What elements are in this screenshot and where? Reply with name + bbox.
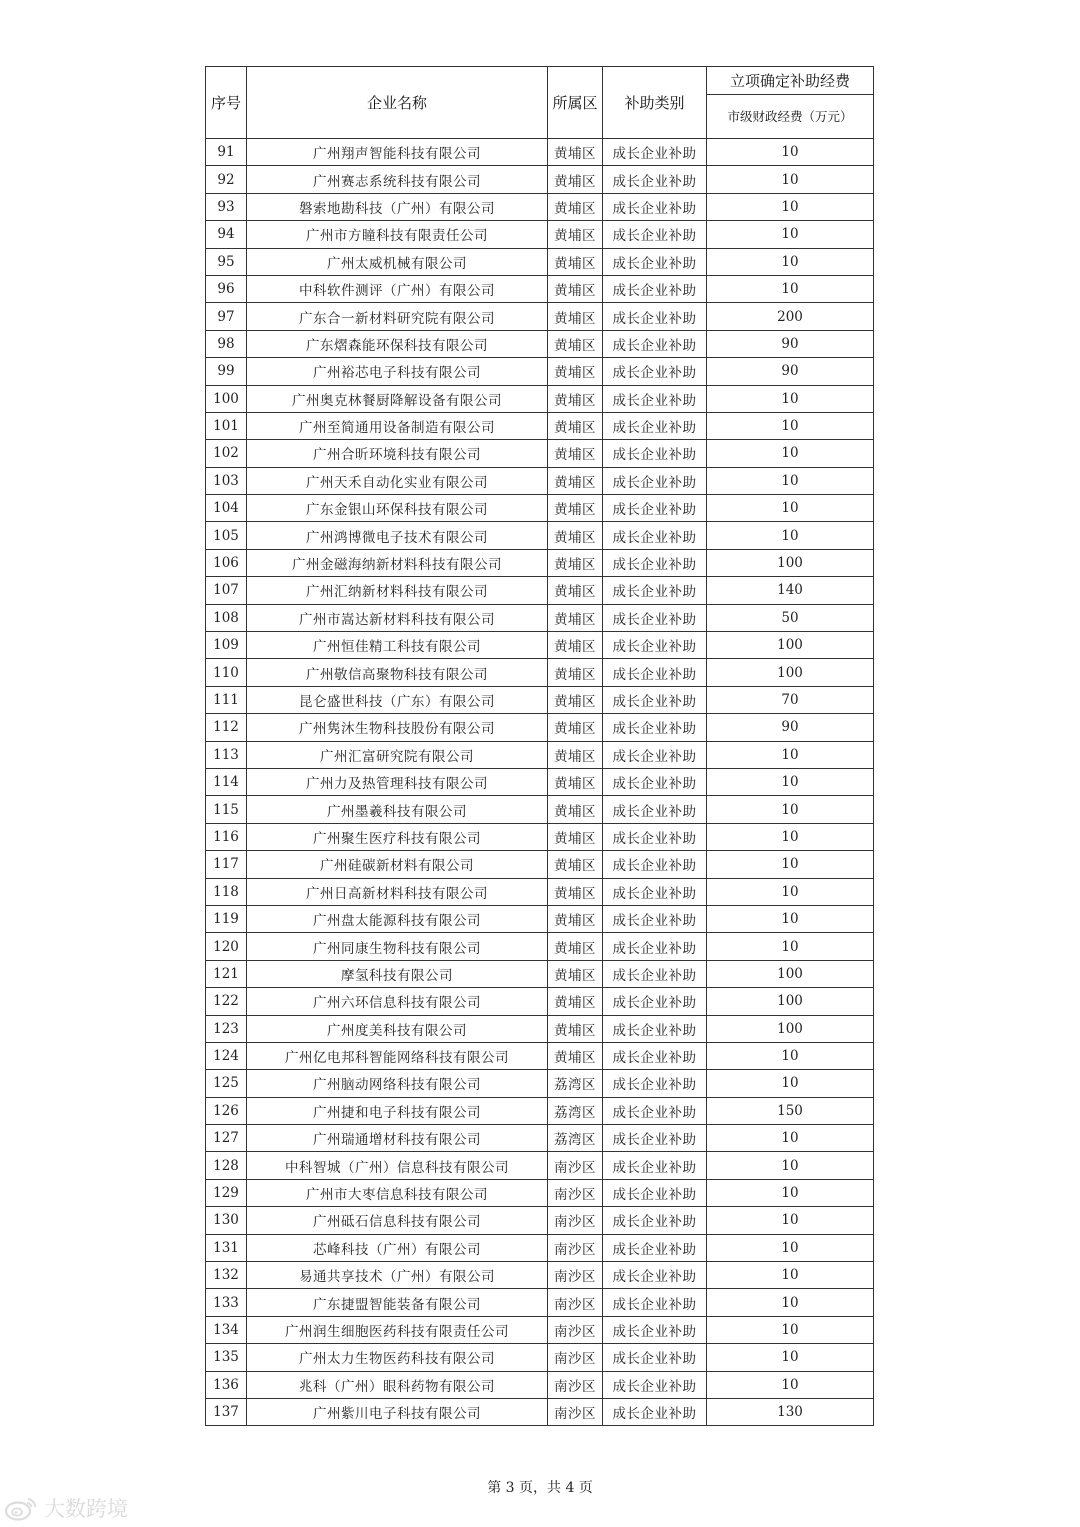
cell-subsidy-type: 成长企业补助 bbox=[603, 1234, 707, 1261]
cell-district: 南沙区 bbox=[548, 1234, 603, 1261]
table-row bbox=[206, 1262, 874, 1289]
cell-amount: 10 bbox=[707, 1125, 874, 1152]
cell-index: 100 bbox=[206, 385, 247, 412]
cell-subsidy-type: 成长企业补助 bbox=[603, 1097, 707, 1124]
cell-company: 中科软件测评（广州）有限公司 bbox=[247, 275, 548, 302]
cell-company: 广州六环信息科技有限公司 bbox=[247, 988, 548, 1015]
cell-subsidy-type: 成长企业补助 bbox=[603, 1344, 707, 1371]
cell-district: 荔湾区 bbox=[548, 1097, 603, 1124]
cell-subsidy-type: 成长企业补助 bbox=[603, 1289, 707, 1316]
cell-company: 广州隽沐生物科技股份有限公司 bbox=[247, 714, 548, 741]
cell-district: 南沙区 bbox=[548, 1207, 603, 1234]
cell-company: 广州润生细胞医药科技有限责任公司 bbox=[247, 1316, 548, 1343]
cell-district: 黄埔区 bbox=[548, 878, 603, 905]
cell-district: 黄埔区 bbox=[548, 714, 603, 741]
cell-subsidy-type: 成长企业补助 bbox=[603, 1316, 707, 1343]
cell-district: 黄埔区 bbox=[548, 358, 603, 385]
cell-index: 111 bbox=[206, 686, 247, 713]
table-row bbox=[206, 1042, 874, 1069]
cell-district: 黄埔区 bbox=[548, 303, 603, 330]
cell-district: 南沙区 bbox=[548, 1289, 603, 1316]
cell-index: 124 bbox=[206, 1042, 247, 1069]
table-row bbox=[206, 1152, 874, 1179]
cell-amount: 10 bbox=[707, 768, 874, 795]
table-row bbox=[206, 467, 874, 494]
cell-amount: 10 bbox=[707, 275, 874, 302]
cell-subsidy-type: 成长企业补助 bbox=[603, 714, 707, 741]
cell-company: 芯峰科技（广州）有限公司 bbox=[247, 1234, 548, 1261]
table-row bbox=[206, 960, 874, 987]
cell-district: 黄埔区 bbox=[548, 768, 603, 795]
cell-company: 广州恒佳精工科技有限公司 bbox=[247, 632, 548, 659]
table-row bbox=[206, 1125, 874, 1152]
cell-amount: 10 bbox=[707, 1344, 874, 1371]
cell-amount: 10 bbox=[707, 1234, 874, 1261]
cell-index: 129 bbox=[206, 1179, 247, 1206]
table-row bbox=[206, 221, 874, 248]
cell-subsidy-type: 成长企业补助 bbox=[603, 221, 707, 248]
table-row bbox=[206, 1344, 874, 1371]
table-row bbox=[206, 193, 874, 220]
cell-company: 广州力及热管理科技有限公司 bbox=[247, 768, 548, 795]
table-row bbox=[206, 823, 874, 850]
cell-district: 黄埔区 bbox=[548, 440, 603, 467]
cell-district: 荔湾区 bbox=[548, 1070, 603, 1097]
cell-district: 黄埔区 bbox=[548, 275, 603, 302]
cell-amount: 10 bbox=[707, 933, 874, 960]
cell-index: 91 bbox=[206, 139, 247, 166]
cell-company: 摩氢科技有限公司 bbox=[247, 960, 548, 987]
cell-amount: 10 bbox=[707, 495, 874, 522]
cell-company: 易通共享技术（广州）有限公司 bbox=[247, 1262, 548, 1289]
table-row bbox=[206, 1371, 874, 1398]
table-row bbox=[206, 1015, 874, 1042]
cell-subsidy-type: 成长企业补助 bbox=[603, 823, 707, 850]
cell-amount: 10 bbox=[707, 166, 874, 193]
cell-company: 广州汇纳新材料科技有限公司 bbox=[247, 577, 548, 604]
cell-district: 黄埔区 bbox=[548, 330, 603, 357]
cell-subsidy-type: 成长企业补助 bbox=[603, 1207, 707, 1234]
cell-amount: 10 bbox=[707, 1070, 874, 1097]
table-row bbox=[206, 768, 874, 795]
cell-amount: 10 bbox=[707, 221, 874, 248]
cell-index: 113 bbox=[206, 741, 247, 768]
cell-amount: 10 bbox=[707, 193, 874, 220]
cell-index: 137 bbox=[206, 1398, 247, 1425]
cell-index: 102 bbox=[206, 440, 247, 467]
cell-district: 黄埔区 bbox=[548, 659, 603, 686]
cell-subsidy-type: 成长企业补助 bbox=[603, 412, 707, 439]
cell-company: 广州亿电邦科智能网络科技有限公司 bbox=[247, 1042, 548, 1069]
cell-district: 黄埔区 bbox=[548, 960, 603, 987]
cell-company: 中科智城（广州）信息科技有限公司 bbox=[247, 1152, 548, 1179]
cell-district: 黄埔区 bbox=[548, 796, 603, 823]
page-number: 第 3 页，共 4 页 bbox=[487, 1480, 593, 1496]
cell-subsidy-type: 成长企业补助 bbox=[603, 796, 707, 823]
cell-index: 134 bbox=[206, 1316, 247, 1343]
cell-company: 广州同康生物科技有限公司 bbox=[247, 933, 548, 960]
cell-company: 磐索地勘科技（广州）有限公司 bbox=[247, 193, 548, 220]
cell-subsidy-type: 成长企业补助 bbox=[603, 851, 707, 878]
table-row bbox=[206, 1234, 874, 1261]
cell-index: 104 bbox=[206, 495, 247, 522]
cell-company: 广州汇富研究院有限公司 bbox=[247, 741, 548, 768]
cell-subsidy-type: 成长企业补助 bbox=[603, 741, 707, 768]
cell-subsidy-type: 成长企业补助 bbox=[603, 1262, 707, 1289]
cell-subsidy-type: 成长企业补助 bbox=[603, 1042, 707, 1069]
cell-subsidy-type: 成长企业补助 bbox=[603, 1179, 707, 1206]
cell-subsidy-type: 成长企业补助 bbox=[603, 385, 707, 412]
cell-amount: 90 bbox=[707, 330, 874, 357]
header-subsidy-type: 补助类别 bbox=[603, 67, 707, 139]
cell-company: 广州瑞通增材科技有限公司 bbox=[247, 1125, 548, 1152]
cell-index: 110 bbox=[206, 659, 247, 686]
cell-district: 南沙区 bbox=[548, 1316, 603, 1343]
cell-subsidy-type: 成长企业补助 bbox=[603, 440, 707, 467]
cell-district: 黄埔区 bbox=[548, 467, 603, 494]
cell-subsidy-type: 成长企业补助 bbox=[603, 905, 707, 932]
header-index: 序号 bbox=[206, 67, 247, 139]
cell-company: 广东金银山环保科技有限公司 bbox=[247, 495, 548, 522]
cell-district: 黄埔区 bbox=[548, 412, 603, 439]
cell-index: 126 bbox=[206, 1097, 247, 1124]
cell-index: 127 bbox=[206, 1125, 247, 1152]
watermark-text: 大数跨境 bbox=[44, 1497, 128, 1521]
cell-company: 广州紫川电子科技有限公司 bbox=[247, 1398, 548, 1425]
cell-company: 广州砥石信息科技有限公司 bbox=[247, 1207, 548, 1234]
cell-subsidy-type: 成长企业补助 bbox=[603, 1070, 707, 1097]
cell-district: 黄埔区 bbox=[548, 166, 603, 193]
cell-index: 115 bbox=[206, 796, 247, 823]
cell-district: 黄埔区 bbox=[548, 604, 603, 631]
cell-company: 广州墨羲科技有限公司 bbox=[247, 796, 548, 823]
cell-subsidy-type: 成长企业补助 bbox=[603, 768, 707, 795]
cell-district: 黄埔区 bbox=[548, 193, 603, 220]
cell-district: 黄埔区 bbox=[548, 522, 603, 549]
cell-index: 136 bbox=[206, 1371, 247, 1398]
table-row bbox=[206, 1179, 874, 1206]
cell-district: 黄埔区 bbox=[548, 385, 603, 412]
table-row bbox=[206, 1289, 874, 1316]
cell-subsidy-type: 成长企业补助 bbox=[603, 659, 707, 686]
cell-subsidy-type: 成长企业补助 bbox=[603, 467, 707, 494]
cell-district: 黄埔区 bbox=[548, 1015, 603, 1042]
cell-amount: 10 bbox=[707, 522, 874, 549]
cell-subsidy-type: 成长企业补助 bbox=[603, 303, 707, 330]
cell-subsidy-type: 成长企业补助 bbox=[603, 358, 707, 385]
cell-subsidy-type: 成长企业补助 bbox=[603, 878, 707, 905]
cell-company: 广东合一新材料研究院有限公司 bbox=[247, 303, 548, 330]
subsidy-table bbox=[205, 66, 874, 1426]
table-row bbox=[206, 440, 874, 467]
cell-subsidy-type: 成长企业补助 bbox=[603, 1398, 707, 1425]
cell-index: 120 bbox=[206, 933, 247, 960]
cell-company: 广州捷和电子科技有限公司 bbox=[247, 1097, 548, 1124]
cell-subsidy-type: 成长企业补助 bbox=[603, 632, 707, 659]
table-row bbox=[206, 796, 874, 823]
cell-district: 黄埔区 bbox=[548, 577, 603, 604]
cell-amount: 10 bbox=[707, 139, 874, 166]
cell-district: 黄埔区 bbox=[548, 988, 603, 1015]
cell-district: 黄埔区 bbox=[548, 139, 603, 166]
cell-district: 黄埔区 bbox=[548, 933, 603, 960]
table-row bbox=[206, 905, 874, 932]
cell-index: 133 bbox=[206, 1289, 247, 1316]
header-company: 企业名称 bbox=[247, 67, 548, 139]
cell-amount: 100 bbox=[707, 988, 874, 1015]
cell-subsidy-type: 成长企业补助 bbox=[603, 248, 707, 275]
cell-amount: 10 bbox=[707, 1042, 874, 1069]
cell-subsidy-type: 成长企业补助 bbox=[603, 330, 707, 357]
cell-index: 107 bbox=[206, 577, 247, 604]
cell-subsidy-type: 成长企业补助 bbox=[603, 1152, 707, 1179]
table-header bbox=[206, 67, 874, 139]
cell-subsidy-type: 成长企业补助 bbox=[603, 495, 707, 522]
cell-amount: 130 bbox=[707, 1398, 874, 1425]
cell-company: 广州奥克林餐厨降解设备有限公司 bbox=[247, 385, 548, 412]
cell-amount: 10 bbox=[707, 440, 874, 467]
cell-company: 广州脑动网络科技有限公司 bbox=[247, 1070, 548, 1097]
cell-index: 116 bbox=[206, 823, 247, 850]
cell-subsidy-type: 成长企业补助 bbox=[603, 1015, 707, 1042]
cell-amount: 10 bbox=[707, 1289, 874, 1316]
cell-company: 广州市大枣信息科技有限公司 bbox=[247, 1179, 548, 1206]
cell-subsidy-type: 成长企业补助 bbox=[603, 577, 707, 604]
table-row bbox=[206, 741, 874, 768]
cell-district: 黄埔区 bbox=[548, 221, 603, 248]
cell-amount: 10 bbox=[707, 412, 874, 439]
cell-index: 130 bbox=[206, 1207, 247, 1234]
cell-district: 南沙区 bbox=[548, 1179, 603, 1206]
cell-amount: 10 bbox=[707, 1371, 874, 1398]
table-row bbox=[206, 358, 874, 385]
cell-index: 132 bbox=[206, 1262, 247, 1289]
table-row bbox=[206, 303, 874, 330]
table-row bbox=[206, 851, 874, 878]
cell-index: 125 bbox=[206, 1070, 247, 1097]
cell-district: 黄埔区 bbox=[548, 741, 603, 768]
cell-company: 广州盘太能源科技有限公司 bbox=[247, 905, 548, 932]
cell-index: 117 bbox=[206, 851, 247, 878]
cell-amount: 10 bbox=[707, 1316, 874, 1343]
table-row bbox=[206, 275, 874, 302]
cell-index: 98 bbox=[206, 330, 247, 357]
cell-subsidy-type: 成长企业补助 bbox=[603, 1371, 707, 1398]
cell-amount: 70 bbox=[707, 686, 874, 713]
cell-district: 黄埔区 bbox=[548, 905, 603, 932]
cell-index: 135 bbox=[206, 1344, 247, 1371]
cell-amount: 10 bbox=[707, 878, 874, 905]
cell-company: 广州翔声智能科技有限公司 bbox=[247, 139, 548, 166]
cell-index: 128 bbox=[206, 1152, 247, 1179]
cell-amount: 100 bbox=[707, 659, 874, 686]
cell-index: 118 bbox=[206, 878, 247, 905]
cell-district: 黄埔区 bbox=[548, 495, 603, 522]
cell-index: 97 bbox=[206, 303, 247, 330]
cell-amount: 90 bbox=[707, 358, 874, 385]
cell-subsidy-type: 成长企业补助 bbox=[603, 166, 707, 193]
cell-district: 荔湾区 bbox=[548, 1125, 603, 1152]
table-row bbox=[206, 248, 874, 275]
cell-company: 昆仑盛世科技（广东）有限公司 bbox=[247, 686, 548, 713]
cell-amount: 10 bbox=[707, 851, 874, 878]
table-row bbox=[206, 385, 874, 412]
cell-district: 南沙区 bbox=[548, 1371, 603, 1398]
cell-amount: 100 bbox=[707, 960, 874, 987]
cell-company: 广州至简通用设备制造有限公司 bbox=[247, 412, 548, 439]
cell-district: 南沙区 bbox=[548, 1262, 603, 1289]
cell-district: 黄埔区 bbox=[548, 686, 603, 713]
table-body bbox=[206, 139, 874, 1426]
cell-amount: 10 bbox=[707, 248, 874, 275]
cell-amount: 140 bbox=[707, 577, 874, 604]
cell-company: 广州硅碳新材料有限公司 bbox=[247, 851, 548, 878]
cell-company: 广州合昕环境科技有限公司 bbox=[247, 440, 548, 467]
header-district: 所属区 bbox=[548, 67, 603, 139]
cell-company: 广州敬信高聚物科技有限公司 bbox=[247, 659, 548, 686]
cell-index: 123 bbox=[206, 1015, 247, 1042]
cell-subsidy-type: 成长企业补助 bbox=[603, 193, 707, 220]
cell-amount: 50 bbox=[707, 604, 874, 631]
cell-company: 广州太力生物医药科技有限公司 bbox=[247, 1344, 548, 1371]
table-row bbox=[206, 659, 874, 686]
cell-index: 103 bbox=[206, 467, 247, 494]
cell-index: 99 bbox=[206, 358, 247, 385]
table-row bbox=[206, 1070, 874, 1097]
table-row bbox=[206, 714, 874, 741]
cell-company: 广州聚生医疗科技有限公司 bbox=[247, 823, 548, 850]
cell-company: 广州赛志系统科技有限公司 bbox=[247, 166, 548, 193]
cell-index: 94 bbox=[206, 221, 247, 248]
cell-amount: 10 bbox=[707, 741, 874, 768]
cell-amount: 10 bbox=[707, 385, 874, 412]
cell-company: 兆科（广州）眼科药物有限公司 bbox=[247, 1371, 548, 1398]
cell-company: 广东熠森能环保科技有限公司 bbox=[247, 330, 548, 357]
cell-index: 119 bbox=[206, 905, 247, 932]
table-row bbox=[206, 1097, 874, 1124]
cell-amount: 10 bbox=[707, 1207, 874, 1234]
cell-index: 108 bbox=[206, 604, 247, 631]
cell-amount: 10 bbox=[707, 1179, 874, 1206]
table-row bbox=[206, 139, 874, 166]
cell-subsidy-type: 成长企业补助 bbox=[603, 275, 707, 302]
cell-amount: 10 bbox=[707, 1152, 874, 1179]
weibo-logo-icon bbox=[4, 1495, 38, 1521]
cell-index: 106 bbox=[206, 549, 247, 576]
cell-district: 黄埔区 bbox=[548, 851, 603, 878]
cell-district: 南沙区 bbox=[548, 1152, 603, 1179]
cell-amount: 100 bbox=[707, 549, 874, 576]
cell-subsidy-type: 成长企业补助 bbox=[603, 522, 707, 549]
cell-district: 黄埔区 bbox=[548, 248, 603, 275]
table-row bbox=[206, 988, 874, 1015]
cell-amount: 10 bbox=[707, 796, 874, 823]
table-row bbox=[206, 632, 874, 659]
cell-index: 92 bbox=[206, 166, 247, 193]
cell-index: 131 bbox=[206, 1234, 247, 1261]
cell-index: 93 bbox=[206, 193, 247, 220]
cell-subsidy-type: 成长企业补助 bbox=[603, 549, 707, 576]
cell-company: 广州市嵩达新材料科技有限公司 bbox=[247, 604, 548, 631]
table-row bbox=[206, 330, 874, 357]
cell-company: 广州市方瞳科技有限责任公司 bbox=[247, 221, 548, 248]
cell-index: 96 bbox=[206, 275, 247, 302]
table-row bbox=[206, 166, 874, 193]
cell-company: 广州金磁海纳新材料科技有限公司 bbox=[247, 549, 548, 576]
table-row bbox=[206, 878, 874, 905]
cell-company: 广州度美科技有限公司 bbox=[247, 1015, 548, 1042]
cell-subsidy-type: 成长企业补助 bbox=[603, 686, 707, 713]
table-row bbox=[206, 1316, 874, 1343]
table-row bbox=[206, 549, 874, 576]
cell-amount: 10 bbox=[707, 1262, 874, 1289]
table-row bbox=[206, 686, 874, 713]
cell-amount: 10 bbox=[707, 905, 874, 932]
cell-district: 黄埔区 bbox=[548, 632, 603, 659]
cell-company: 广州裕芯电子科技有限公司 bbox=[247, 358, 548, 385]
cell-subsidy-type: 成长企业补助 bbox=[603, 604, 707, 631]
table-row bbox=[206, 1398, 874, 1425]
cell-district: 黄埔区 bbox=[548, 1042, 603, 1069]
watermark bbox=[4, 1493, 128, 1523]
cell-index: 122 bbox=[206, 988, 247, 1015]
cell-district: 南沙区 bbox=[548, 1344, 603, 1371]
cell-index: 101 bbox=[206, 412, 247, 439]
cell-subsidy-type: 成长企业补助 bbox=[603, 933, 707, 960]
cell-amount: 90 bbox=[707, 714, 874, 741]
cell-index: 114 bbox=[206, 768, 247, 795]
cell-company: 广州鸿博微电子技术有限公司 bbox=[247, 522, 548, 549]
cell-company: 广州天禾自动化实业有限公司 bbox=[247, 467, 548, 494]
cell-subsidy-type: 成长企业补助 bbox=[603, 139, 707, 166]
cell-district: 南沙区 bbox=[548, 1398, 603, 1425]
cell-amount: 100 bbox=[707, 632, 874, 659]
table-row bbox=[206, 604, 874, 631]
cell-subsidy-type: 成长企业补助 bbox=[603, 988, 707, 1015]
cell-index: 105 bbox=[206, 522, 247, 549]
cell-amount: 10 bbox=[707, 467, 874, 494]
cell-amount: 100 bbox=[707, 1015, 874, 1042]
cell-district: 黄埔区 bbox=[548, 549, 603, 576]
table-row bbox=[206, 1207, 874, 1234]
table-row bbox=[206, 933, 874, 960]
cell-company: 广州日高新材料科技有限公司 bbox=[247, 878, 548, 905]
cell-subsidy-type: 成长企业补助 bbox=[603, 1125, 707, 1152]
table-row bbox=[206, 577, 874, 604]
cell-index: 109 bbox=[206, 632, 247, 659]
cell-amount: 200 bbox=[707, 303, 874, 330]
cell-company: 广东捷盟智能装备有限公司 bbox=[247, 1289, 548, 1316]
cell-company: 广州太威机械有限公司 bbox=[247, 248, 548, 275]
cell-index: 121 bbox=[206, 960, 247, 987]
header-funding-group: 立项确定补助经费 bbox=[707, 67, 874, 95]
cell-amount: 10 bbox=[707, 823, 874, 850]
table-row bbox=[206, 522, 874, 549]
cell-index: 95 bbox=[206, 248, 247, 275]
cell-amount: 150 bbox=[707, 1097, 874, 1124]
cell-district: 黄埔区 bbox=[548, 823, 603, 850]
table-row bbox=[206, 495, 874, 522]
cell-index: 112 bbox=[206, 714, 247, 741]
table-row bbox=[206, 412, 874, 439]
header-funding-sub: 市级财政经费（万元） bbox=[707, 95, 874, 139]
cell-subsidy-type: 成长企业补助 bbox=[603, 960, 707, 987]
